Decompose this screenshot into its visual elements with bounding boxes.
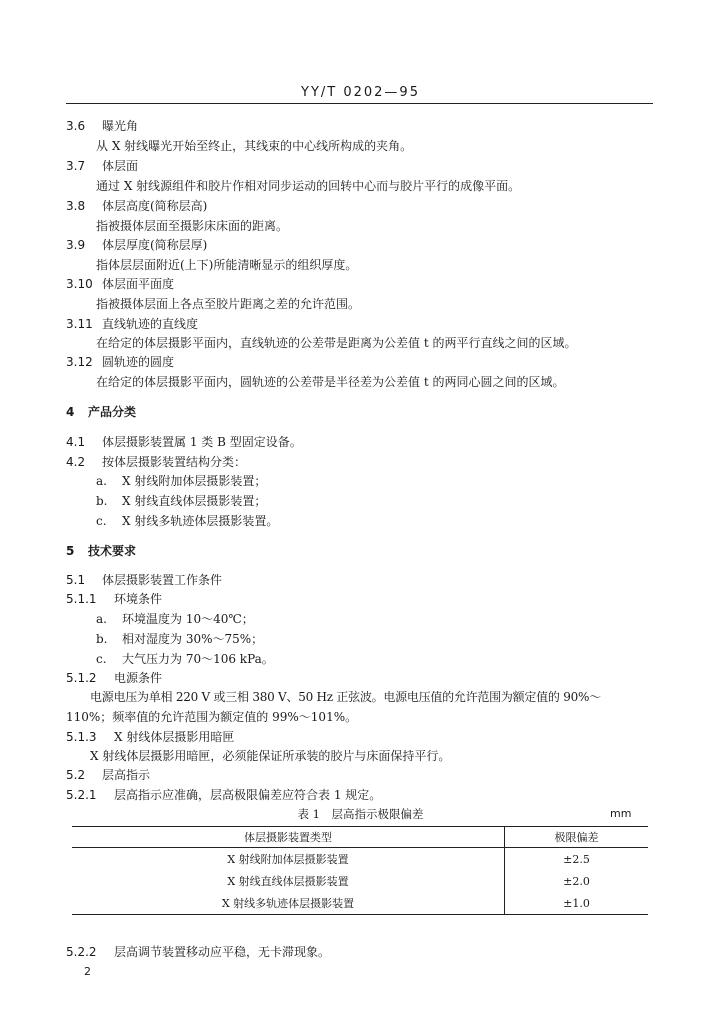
table-header-cell: 体层摄影装置类型 bbox=[72, 827, 505, 848]
clause-3-7-body: 通过 X 射线源组件和胶片作相对同步运动的回转中心而与胶片平行的成像平面。 bbox=[96, 179, 521, 193]
list-marker: b. bbox=[96, 494, 108, 508]
clause-number: 4.1 bbox=[66, 435, 86, 449]
clause-5-1-2-body-line-1: 电源电压为单相 220 V 或三相 380 V、50 Hz 正弦波。电源电压值的允许范围为额定值的 90%～ bbox=[90, 690, 601, 704]
clause-text: 体层摄影装置属 1 类 B 型固定设备。 bbox=[102, 435, 302, 449]
table-cell: ±2.5 bbox=[505, 848, 649, 871]
list-marker: a. bbox=[96, 612, 107, 626]
clause-number: 5.1.3 bbox=[66, 730, 97, 744]
clause-3-9-heading bbox=[66, 237, 207, 253]
clause-title: 体层面平面度 bbox=[102, 277, 175, 291]
clause-text: 层高指示应准确，层高极限偏差应符合表 1 规定。 bbox=[114, 788, 382, 802]
clause-4-2 bbox=[66, 454, 246, 470]
table-cell: X 射线直线体层摄影装置 bbox=[227, 875, 349, 888]
clause-title: 体层面 bbox=[102, 159, 139, 173]
table-row bbox=[72, 892, 648, 915]
table-header-row bbox=[72, 827, 648, 848]
clause-5-1-2 bbox=[66, 670, 162, 686]
clause-number: 3.8 bbox=[66, 199, 86, 213]
clause-number: 3.10 bbox=[66, 277, 93, 291]
list-text: 相对湿度为 30%～75%； bbox=[122, 632, 264, 646]
table-row bbox=[72, 870, 648, 892]
clause-title: 体层高度(简称层高) bbox=[102, 199, 208, 213]
list-marker: a. bbox=[96, 474, 107, 488]
clause-number: 3.11 bbox=[66, 317, 93, 331]
list-marker: b. bbox=[96, 632, 108, 646]
clause-5-2 bbox=[66, 767, 150, 783]
clause-number: 3.7 bbox=[66, 159, 86, 173]
list-item bbox=[96, 493, 266, 509]
header-rule bbox=[66, 103, 653, 104]
clause-3-9-body: 指体层层面附近(上下)所能清晰显示的组织厚度。 bbox=[96, 258, 358, 272]
clause-number: 5.1 bbox=[66, 573, 86, 587]
clause-number: 5.1.2 bbox=[66, 671, 97, 685]
clause-title: 直线轨迹的直线度 bbox=[102, 317, 199, 331]
clause-number: 5.2.1 bbox=[66, 788, 97, 802]
table-header-cell: 极限偏差 bbox=[505, 827, 649, 848]
clause-title: 圆轨迹的圆度 bbox=[102, 355, 175, 369]
list-item bbox=[96, 473, 266, 489]
clause-title: 体层厚度(简称层厚) bbox=[102, 238, 208, 252]
clause-3-11-body: 在给定的体层摄影平面内，直线轨迹的公差带是距离为公差值 t 的两平行直线之间的区域。 bbox=[96, 336, 577, 350]
table-cell: ±1.0 bbox=[505, 892, 649, 915]
clause-text: 按体层摄影装置结构分类： bbox=[102, 455, 247, 469]
clause-5-2-1 bbox=[66, 787, 381, 803]
limit-deviation-table bbox=[72, 826, 648, 915]
clause-3-11-heading bbox=[66, 316, 198, 332]
clause-number: 5.2 bbox=[66, 768, 86, 782]
table-unit: mm bbox=[610, 807, 632, 820]
clause-title: 曝光角 bbox=[102, 119, 139, 133]
clause-3-6-heading bbox=[66, 118, 138, 134]
clause-5-1-3 bbox=[66, 729, 234, 745]
clause-4-1 bbox=[66, 434, 302, 450]
section-title: 产品分类 bbox=[88, 405, 137, 419]
clause-3-10-heading bbox=[66, 276, 174, 292]
list-item bbox=[96, 631, 263, 647]
clause-number: 5.2.2 bbox=[66, 945, 97, 959]
clause-3-10-body: 指被摄体层面上各点至胶片距离之差的允许范围。 bbox=[96, 297, 361, 311]
clause-number: 3.12 bbox=[66, 355, 93, 369]
table-cell: X 射线多轨迹体层摄影装置 bbox=[72, 892, 505, 915]
clause-title: 体层摄影装置工作条件 bbox=[102, 573, 223, 587]
section-number: 5 bbox=[66, 544, 75, 558]
list-text: X 射线多轨迹体层摄影装置。 bbox=[122, 514, 279, 528]
section-number: 4 bbox=[66, 405, 75, 419]
clause-text: 层高调节装置移动应平稳，无卡滞现象。 bbox=[114, 945, 331, 959]
clause-3-8-heading bbox=[66, 198, 207, 214]
clause-title: 环境条件 bbox=[114, 592, 163, 606]
clause-number: 3.6 bbox=[66, 119, 86, 133]
standard-code-header: YY/T 0202—95 bbox=[301, 85, 420, 100]
clause-number: 4.2 bbox=[66, 455, 86, 469]
clause-5-1-2-body-line-2: 110%；频率值的允许范围为额定值的 99%～101%。 bbox=[66, 710, 358, 724]
clause-3-12-body: 在给定的体层摄影平面内，圆轨迹的公差带是半径差为公差值 t 的两同心圆之间的区域。 bbox=[96, 375, 565, 389]
list-text: X 射线附加体层摄影装置； bbox=[122, 474, 267, 488]
clause-5-1 bbox=[66, 572, 222, 588]
section-title: 技术要求 bbox=[88, 544, 137, 558]
table-caption: 表 1 层高指示极限偏差 bbox=[297, 807, 424, 821]
list-item bbox=[96, 651, 274, 667]
clause-number: 3.9 bbox=[66, 238, 86, 252]
list-item bbox=[96, 513, 278, 529]
list-marker: c. bbox=[96, 652, 107, 666]
page-number: 2 bbox=[84, 965, 91, 978]
clause-3-7-heading bbox=[66, 158, 138, 174]
clause-5-2-2 bbox=[66, 944, 330, 960]
section-5-heading bbox=[66, 543, 136, 559]
clause-title: X 射线体层摄影用暗匣 bbox=[114, 730, 235, 744]
clause-title: 层高指示 bbox=[102, 768, 151, 782]
clause-5-1-1 bbox=[66, 591, 162, 607]
table-row bbox=[72, 848, 648, 871]
clause-3-12-heading bbox=[66, 354, 174, 370]
clause-title: 电源条件 bbox=[114, 671, 163, 685]
list-text: X 射线直线体层摄影装置； bbox=[122, 494, 267, 508]
list-text: 大气压力为 70～106 kPa。 bbox=[122, 652, 274, 666]
table-cell: X 射线附加体层摄影装置 bbox=[227, 853, 349, 866]
list-marker: c. bbox=[96, 514, 107, 528]
clause-3-6-body: 从 X 射线曝光开始至终止，其线束的中心线所构成的夹角。 bbox=[96, 139, 413, 153]
table-cell: ±2.0 bbox=[505, 870, 649, 892]
section-4-heading bbox=[66, 404, 136, 420]
list-text: 环境温度为 10～40℃； bbox=[122, 612, 254, 626]
clause-5-1-3-body: X 射线体层摄影用暗匣，必须能保证所承装的胶片与床面保持平行。 bbox=[90, 749, 451, 763]
clause-3-8-body: 指被摄体层面至摄影床床面的距离。 bbox=[96, 219, 289, 233]
clause-number: 5.1.1 bbox=[66, 592, 97, 606]
list-item bbox=[96, 611, 254, 627]
